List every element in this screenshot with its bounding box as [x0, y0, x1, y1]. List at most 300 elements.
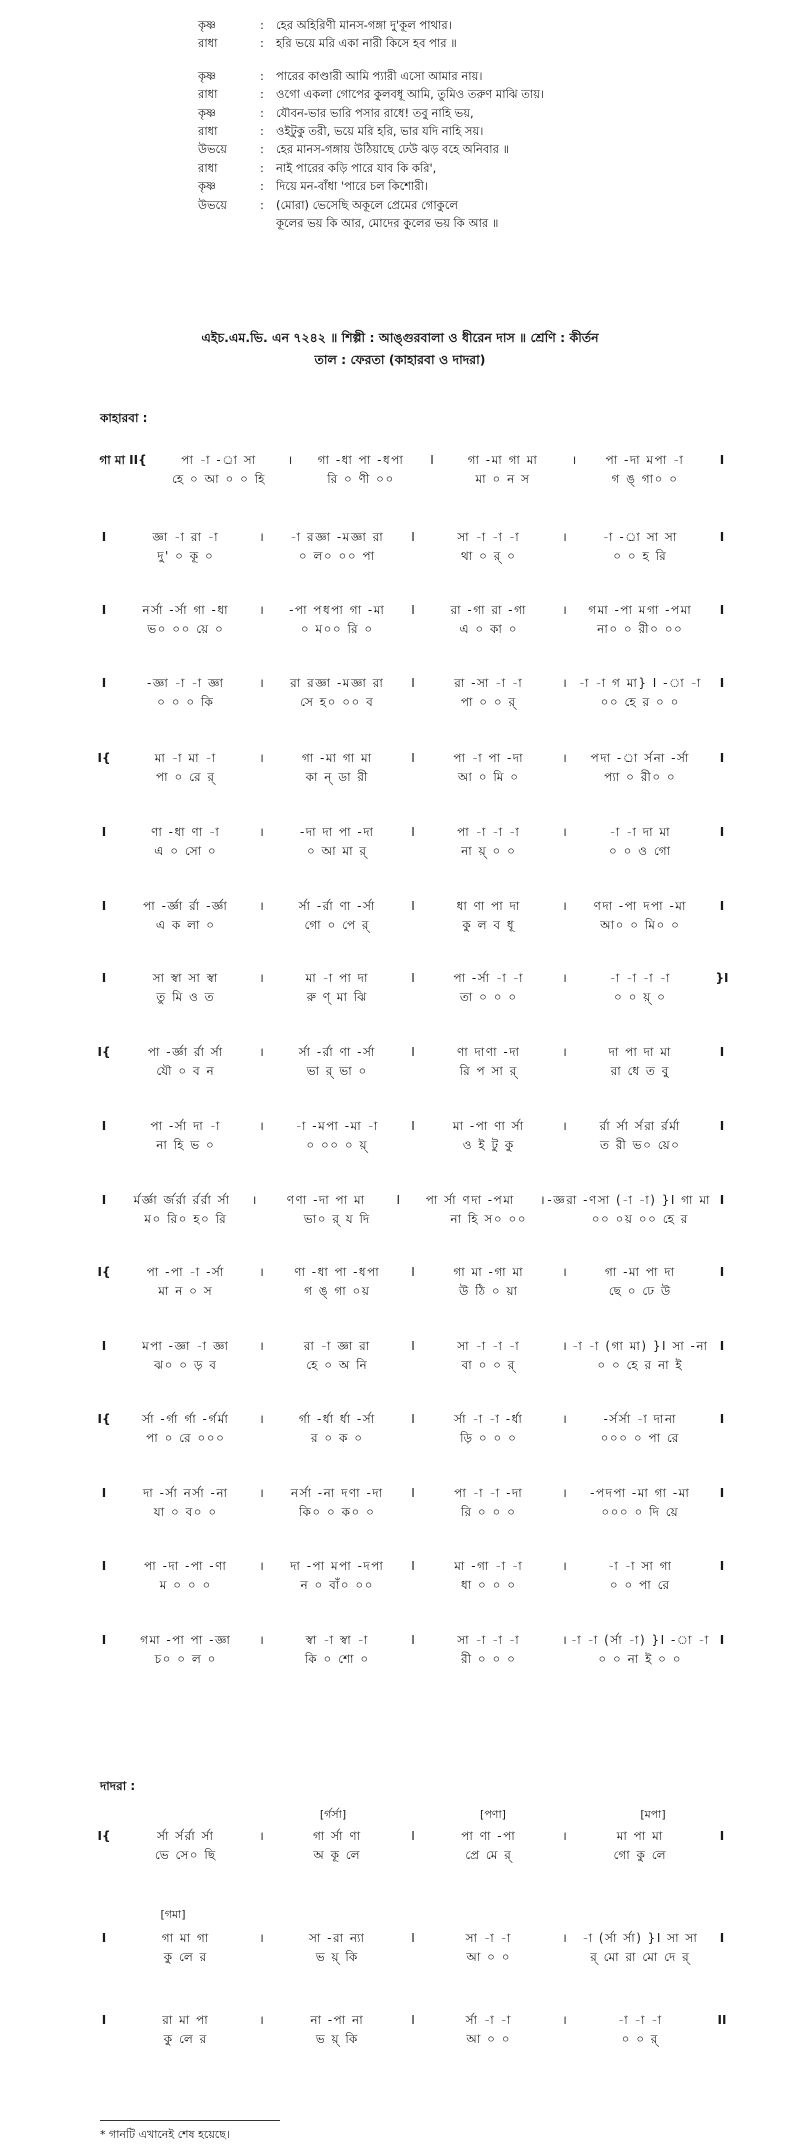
note-cell: ণা দাণা -দা [457, 1045, 521, 1059]
bar-mark: I [101, 1486, 107, 1500]
syllable-cell: তা ০ ০ ০ [459, 990, 518, 1004]
notation-row [93, 1630, 733, 1669]
note-cell: র্সা -া -া -র্ধা [454, 1412, 524, 1426]
bar-end-mark: I [719, 676, 725, 690]
note-cell: -দা দা পা -দা [299, 825, 375, 839]
note-cell: পা -পা -া -র্সা [146, 1265, 225, 1279]
note-cell: পা র্সা ণদা -পমা [425, 1193, 515, 1207]
lyric-line [198, 140, 758, 158]
syllable-cell: ০ ০ র্ [621, 2032, 659, 2046]
note-cell: -া (র্সা র্সা) }I সা সা [582, 1931, 699, 1945]
notation-row [93, 1336, 733, 1375]
lyric-syllable-line [93, 988, 733, 1007]
section-heading-kaharba: কাহারবা : [100, 411, 148, 425]
syllable-cell: যৌ ০ ব ন [156, 1064, 216, 1078]
note-cell: -া -া -া -া [609, 971, 671, 985]
note-cell: -জ্ঞরা -ণসা (-া -া) }I গা মা [547, 1193, 711, 1207]
note-cell: স্বা -া স্বা -া [305, 1633, 369, 1647]
beat-divider: । [562, 1339, 567, 1353]
syllable-cell: ০০০ ০ দি য়ে [601, 1505, 680, 1519]
note-cell: সা -া -া -া [457, 1633, 521, 1647]
bar-end-mark: I [719, 751, 725, 765]
lyric-text: যৌবন-ভার ভারি পসার রাধে! তবু নাহি ভয়, [276, 105, 474, 120]
lyric-syllable-line [93, 2030, 733, 2049]
notation-row [93, 748, 733, 787]
beat-divider: । [259, 751, 264, 765]
beat-divider: । [259, 2013, 264, 2027]
syllable-cell: হে ০ অ নি [306, 1358, 369, 1372]
beat-divider: । [259, 899, 264, 913]
note-cell: দা -র্সা নর্সা -না [142, 1486, 229, 1500]
note-cell: -া -া -া [617, 2013, 663, 2027]
beat-divider: । [562, 1412, 567, 1426]
lyric-syllable-line [93, 1210, 733, 1229]
lyric-text: হরি ভয়ে মরি একা নারী কিসে হব পার ॥ [276, 36, 457, 51]
swaralipi-line [93, 822, 733, 842]
syllable-cell: অ কূ লে [313, 1848, 362, 1862]
note-cell: রা -গা রা -গা [450, 603, 527, 617]
beat-divider: । [562, 1486, 567, 1500]
beat-divider: । [251, 1193, 257, 1207]
swaralipi-line [93, 1042, 733, 1062]
note-cell: গা মা -গা মা [453, 1265, 525, 1279]
notation-row [93, 1116, 733, 1155]
syllable-cell: মা ০ ন স [475, 472, 531, 486]
syllable-cell: না হি স০ ০০ [450, 1212, 528, 1226]
swaralipi-line [93, 1826, 733, 1846]
notation-row [93, 1556, 733, 1595]
note-cell: রা রজ্ঞা -মজ্ঞা রা [290, 676, 385, 690]
syllable-cell: কু ল ব ধূ [462, 918, 516, 932]
beat-divider: । [562, 1119, 567, 1133]
note-cell: র্সা -র্গা র্গা -র্গর্মা [142, 1412, 230, 1426]
bar-mark: I{ [97, 1265, 111, 1279]
note-cell: সা -া -া -া [457, 1339, 521, 1353]
syllable-cell: গো ০ পে র্ [304, 918, 371, 932]
note-cell: নর্সা -না দণা -দা [290, 1486, 384, 1500]
swaralipi-line [93, 1262, 733, 1282]
syllable-cell: না০ ০ রী০ ০০ [597, 622, 684, 636]
swaralipi-line [93, 1409, 733, 1429]
lyric-line [198, 177, 758, 195]
bar-end-mark: I [719, 1931, 725, 1945]
beat-divider: I [411, 1486, 415, 1500]
bar-end-mark: I [719, 1119, 725, 1133]
beat-divider: I [411, 1119, 415, 1133]
note-cell: র্মর্জ্ঞা র্জর্রা র্রর্রা র্সা [133, 1193, 231, 1207]
note-cell: র্সা -া -া [465, 2013, 512, 2027]
bar-mark: I [101, 530, 107, 544]
beat-divider: I [430, 453, 434, 467]
lyric-text: ওগো একলা গোপের কুলবধূ আমি, তুমিও তরুণ মাঝি তায়। [276, 87, 545, 102]
syllable-cell: ছে ০ ঢে উ [608, 1284, 672, 1298]
syllable-cell: ০ ০০ ০ য়্ [306, 1138, 369, 1152]
lyric-line [198, 34, 758, 52]
bar-mark: I{ [97, 751, 111, 765]
note-cell: -র্সর্সা -া দানা [603, 1412, 678, 1426]
beat-divider: । [571, 453, 577, 467]
beat-divider: I [411, 971, 415, 985]
beat-divider: । [259, 1119, 264, 1133]
separator: : [260, 18, 264, 32]
beat-divider: I [411, 1412, 415, 1426]
variant-note [93, 1806, 253, 1822]
beat-divider: । [259, 1339, 264, 1353]
lyric-syllable-line [93, 1650, 733, 1669]
syllable-cell: ত রী ভ০ য়ে০ [600, 1138, 681, 1152]
note-cell: -া -া (গা মা) }I সা -না [571, 1339, 709, 1353]
syllable-cell: থা ০ র্ ০ [461, 549, 517, 563]
syllable-cell: পা ০ রে র্ [156, 770, 216, 784]
syllable-cell: পা ০ ০ র্ [460, 695, 517, 709]
syllable-cell: ০ ০ য়্ ০ [614, 990, 667, 1004]
syllable-cell: রী ০ ০ ০ [461, 1652, 517, 1666]
note-cell: র্রা র্সা র্সরা র্রর্মা [599, 1119, 681, 1133]
syllable-cell: ড়ি ০ ০ ০ [460, 1431, 518, 1445]
speaker-name: রাধা [198, 160, 218, 175]
note-cell: গা -ধা পা -ধপা [317, 453, 405, 467]
syllable-cell: এ ক লা ০ [155, 918, 216, 932]
beat-divider: । [259, 1559, 264, 1573]
note-cell: নর্সা -র্সা গা -ধা [142, 603, 230, 617]
syllable-cell: ন ০ বাঁ০ ০০ [300, 1578, 374, 1592]
note-cell: গা র্সা ণা [312, 1829, 362, 1843]
bar-end-mark: I [719, 1412, 725, 1426]
note-cell: -া -া (র্সা -া) }I -া -া [570, 1633, 710, 1647]
swaralipi-line [93, 1556, 733, 1576]
variant-brackets [93, 1906, 733, 1922]
bar-mark: I [101, 1339, 107, 1353]
note-cell: ণদা -পা দপা -মা [593, 899, 687, 913]
beat-divider: । [562, 603, 567, 617]
syllable-cell: র ০ ক ০ [310, 1431, 364, 1445]
bar-mark: I [101, 971, 107, 985]
variant-note [573, 1906, 733, 1922]
swaralipi-line [93, 2010, 733, 2030]
syllable-cell: না হি ভ ০ [156, 1138, 216, 1152]
syllable-cell: কু লে র [163, 1950, 208, 1964]
notation-row [93, 1826, 733, 1865]
swaralipi-line [93, 1190, 733, 1210]
bar-end-mark: I [719, 1265, 725, 1279]
beat-divider: I [411, 1633, 415, 1647]
syllable-cell: গো কু লে [613, 1848, 668, 1862]
note-cell: -া -া দা মা [609, 825, 672, 839]
bar-end-mark: I [719, 1829, 725, 1843]
lyric-line [198, 67, 758, 85]
syllable-cell: কি ০ শো ০ [304, 1652, 370, 1666]
beat-divider: । [562, 1045, 567, 1059]
note-cell: পা -া পা -দা [453, 751, 525, 765]
syllable-cell: সে হ০ ০০ ব [300, 695, 375, 709]
speaker-name: কৃষ্ণ [198, 105, 217, 120]
note-cell: পা -দা -পা -ণা [144, 1559, 228, 1573]
syllable-cell: কি০ ০ ক০ ০ [299, 1505, 376, 1519]
lyric-syllable-line [93, 1948, 733, 1967]
notation-row [93, 896, 733, 935]
bar-end-mark: I [719, 1486, 725, 1500]
note-cell: -জ্ঞা -া -া জ্ঞা [147, 676, 225, 690]
beat-divider: I [411, 603, 415, 617]
beat-divider: I [411, 751, 415, 765]
tala-info: তাল : ফেরতা (কাহারবা ও দাদরা) [314, 352, 486, 367]
beat-divider: । [259, 676, 264, 690]
syllable-cell: ভ য়্ কি [315, 1950, 359, 1964]
note-cell: রা মা পা [162, 2013, 210, 2027]
note-cell: -া -া গ মা} I -া -া [578, 676, 702, 690]
bar-mark: I [101, 1119, 107, 1133]
syllable-cell: ০ ল০ ০০ পা [298, 549, 376, 563]
separator: : [260, 68, 264, 83]
variant-note: [পণা] [480, 1808, 506, 1821]
note-cell: পা -র্জ্ঞা র্রা র্সা [147, 1045, 224, 1059]
beat-divider: I [411, 825, 415, 839]
syllable-cell: চ০ ০ ল ০ [154, 1652, 217, 1666]
note-cell: পা ণা -পা [461, 1829, 517, 1843]
separator: : [260, 123, 264, 138]
bar-end-mark: I [719, 899, 725, 913]
swaralipi-line [93, 1336, 733, 1356]
syllable-cell: র্ মো রা মো দে র্ [590, 1950, 691, 1964]
separator [260, 214, 276, 232]
syllable-cell: ভা র্ ভা ০ [306, 1064, 368, 1078]
variant-note: [র্গর্সা] [319, 1808, 347, 1821]
separator: : [260, 87, 264, 102]
lyric-text: পারের কাণ্ডারী আমি প্যারী এসো আমার নায়। [276, 68, 483, 83]
syllable-cell: যা ০ ব০ ০ [153, 1505, 218, 1519]
section-heading-dadra: দাদরা : [100, 1779, 136, 1793]
note-cell: -া -মপা -মা -া [295, 1119, 379, 1133]
note-cell: পা -দা মপা -া [605, 453, 685, 467]
syllable-cell: কু লে র [163, 2032, 208, 2046]
note-cell: মা -া মা -া [154, 751, 217, 765]
note-cell: পা -া -র্া সা [181, 453, 257, 467]
note-cell: পা -া -া -দা [454, 1486, 524, 1500]
syllable-cell: ০০০ ০ পা রে [600, 1431, 680, 1445]
note-cell: -া রজ্ঞা -মজ্ঞা রা [290, 530, 385, 544]
separator: : [260, 179, 264, 194]
syllable-cell: ভে সে০ ছি [154, 1848, 217, 1862]
bar-mark: I{ [97, 1412, 111, 1426]
note-cell: সা -া -া [465, 1931, 512, 1945]
beat-divider: । [259, 1045, 264, 1059]
separator: : [260, 36, 264, 51]
lyric-text: হের মানস-গঙ্গায় উঠিয়াছে ঢেউ ঝড় বহে অনিবার ॥ [276, 142, 510, 157]
bar-mark: I{ [97, 1045, 111, 1059]
beat-divider: I [411, 1931, 415, 1945]
note-cell: গা -মা পা দা [604, 1265, 676, 1279]
syllable-cell: রি প সা র্ [459, 1064, 518, 1078]
note-cell: র্সা -র্রা ণা -র্সা [298, 1045, 376, 1059]
beat-divider: I [411, 1829, 415, 1843]
speaker-name: কৃষ্ণ [198, 179, 217, 194]
beat-divider: । [259, 1265, 264, 1279]
separator: : [260, 197, 264, 212]
footnote-divider [100, 2120, 280, 2121]
lyric-text: হের অহিরিণী মানস-গঙ্গা দু'কূল পাথার। [276, 18, 452, 32]
bar-mark: গা মা II{ [99, 453, 147, 467]
lyric-syllable-line [93, 1503, 733, 1522]
note-cell: মা -া পা দা [305, 971, 369, 985]
beat-divider: I [411, 2013, 415, 2027]
bar-end-mark: I [719, 530, 725, 544]
syllable-cell: প্রে মে র্ [465, 1848, 513, 1862]
note-cell: সা -রা ন্যা [308, 1931, 366, 1945]
swaralipi-line [93, 1630, 733, 1650]
syllable-cell: আ ০ ০ [466, 1950, 512, 1964]
lyric-line [198, 104, 758, 122]
variant-note: [মপা] [640, 1808, 666, 1821]
syllable-cell: ০০ হে র ০ ০ [600, 695, 680, 709]
swaralipi-line [93, 1116, 733, 1136]
lyric-text: দিয়ে মন-বাঁধা 'পারে চল কিশোরী। [276, 179, 429, 194]
speaker-name: উভয়ে [198, 142, 227, 157]
note-cell: র্সা -র্রা ণা -র্সা [298, 899, 376, 913]
beat-divider: । [259, 1486, 264, 1500]
note-cell: পা -র্সা দা -া [150, 1119, 221, 1133]
bar-end-mark: I [719, 1193, 725, 1207]
bar-mark: I [101, 676, 107, 690]
lyric-syllable-line [93, 547, 733, 566]
bar-mark: I [101, 1193, 107, 1207]
footnote: * গানটি এখানেই শেষ হয়েছে। [100, 2128, 230, 2141]
beat-divider: । [562, 2013, 567, 2027]
beat-divider: । [562, 530, 567, 544]
bar-mark: I [101, 1559, 107, 1573]
beat-divider: । [287, 453, 293, 467]
bar-end-mark: I [719, 1339, 725, 1353]
syllable-cell: আ০ ০ মি০ ০ [600, 918, 681, 932]
syllable-cell: ০ আ মা র্ [307, 844, 368, 858]
bar-end-mark: I [719, 1633, 725, 1647]
note-cell: গা -মা গা মা [301, 751, 373, 765]
syllable-cell: কা ন্ ডা রী [305, 770, 369, 784]
beat-divider: I [411, 1265, 415, 1279]
syllable-cell: দু' ০ কূ ০ [157, 549, 215, 563]
syllable-cell: ধা ০ ০ ০ [460, 1578, 517, 1592]
note-cell: দা পা দা মা [608, 1045, 672, 1059]
note-cell: -া -র্া সা সা [602, 530, 678, 544]
beat-divider: । [259, 1633, 264, 1647]
syllable-cell: এ ০ কা ০ [459, 622, 519, 636]
swaralipi-line [93, 1483, 733, 1503]
syllable-cell: এ ০ সো ০ [154, 844, 218, 858]
note-cell: -পা পধপা গা -মা [289, 603, 386, 617]
syllable-cell: উ ঠি ০ য়া [459, 1284, 519, 1298]
variant-brackets [93, 1806, 733, 1822]
beat-divider: । [562, 971, 567, 985]
lyrics-block [198, 16, 758, 232]
beat-divider: । [259, 1412, 264, 1426]
note-cell: -পদপা -মা গা -মা [590, 1486, 691, 1500]
syllable-cell: ভা০ র্ য দি [303, 1212, 371, 1226]
note-cell: পদা -র্া র্সনা -র্সা [590, 751, 690, 765]
note-cell: সা স্বা সা স্বা [152, 971, 219, 985]
speaker-name: রাধা [198, 36, 218, 51]
swaralipi-line [93, 968, 733, 988]
note-cell: রা -সা -া -া [454, 676, 524, 690]
note-cell: মা -পা ণা র্সা [452, 1119, 525, 1133]
lyric-line [198, 214, 758, 232]
beat-divider: I [411, 676, 415, 690]
lyric-syllable-line [93, 620, 733, 639]
syllable-cell: গ ঙ্ গা০ ০ [611, 472, 679, 486]
speaker-name: রাধা [198, 123, 218, 138]
notation-row [93, 2010, 733, 2049]
syllable-cell: ০ ম০০ রি ০ [300, 622, 374, 636]
lyric-syllable-line [93, 1282, 733, 1301]
syllable-cell: না য়্ ০ ০ [461, 844, 517, 858]
bar-mark: I [101, 1633, 107, 1647]
swaralipi-line [93, 748, 733, 768]
beat-divider: I [411, 1339, 415, 1353]
lyric-text: নাই পারের কড়ি পারে যাব কি করি', [276, 160, 437, 175]
notation-row [93, 1042, 733, 1081]
syllable-cell: গ ঙ্ গা ০য় [304, 1284, 371, 1298]
syllable-cell: ঝ০ ০ ড় ব [154, 1358, 218, 1372]
syllable-cell: ০ ০ ০ কি [157, 695, 215, 709]
speaker-name: রাধা [198, 87, 218, 102]
bar-end-mark: I [719, 1045, 725, 1059]
note-cell: মপা -জ্ঞা -া জ্ঞা [142, 1339, 230, 1353]
bar-mark: I [101, 1931, 107, 1945]
swaralipi-line [93, 600, 733, 620]
syllable-cell: ০ ০ হ রি [613, 549, 668, 563]
separator: : [260, 160, 264, 175]
beat-divider: । [540, 1193, 545, 1207]
syllable-cell: ভ০ ০০ য়ে ০ [147, 622, 225, 636]
syllable-cell: ০ ০ না ই ০ ০ [598, 1652, 683, 1666]
note-cell: পা -া -া -া [457, 825, 521, 839]
note-cell: ণা -ধা ণা -া [151, 825, 221, 839]
record-info: এইচ.এম.ভি. এন ৭২৪২ ॥ শিল্পী : আঙ্গুরবালা ও ধীরেন দাস ॥ শ্রেণি : কীর্তন [201, 330, 599, 345]
lyric-line [198, 196, 758, 214]
beat-divider: । [562, 1265, 567, 1279]
beat-divider: । [562, 751, 567, 765]
bar-end-mark: II [717, 2013, 727, 2027]
note-cell: সা -া -া -া [457, 530, 521, 544]
notation-row [93, 1928, 733, 1967]
lyric-line [198, 159, 758, 177]
note-cell: র্গা -র্ধা র্ধা -র্সা [298, 1412, 376, 1426]
speaker-name: উভয়ে [198, 197, 227, 212]
beat-divider: । [259, 603, 264, 617]
note-cell: ণা -ধা পা -ধপা [294, 1265, 381, 1279]
note-cell: পা -র্সা -া -া [453, 971, 525, 985]
lyric-syllable-line [93, 842, 733, 861]
swaralipi-line [93, 1928, 733, 1948]
beat-divider: । [562, 1559, 567, 1573]
swaralipi-line [93, 673, 733, 693]
lyric-syllable-line [93, 1136, 733, 1155]
note-cell: গা মা গা [161, 1931, 210, 1945]
note-cell: জ্ঞা -া রা -া [152, 530, 220, 544]
beat-divider: । [562, 676, 567, 690]
speaker-name: কৃষ্ণ [198, 68, 217, 83]
syllable-cell: ম ০ ০ ০ [159, 1578, 212, 1592]
syllable-cell: ০ ০ পা রে [609, 1578, 671, 1592]
note-cell: গমা -পা পা -জ্ঞা [140, 1633, 232, 1647]
beat-divider: I [396, 1193, 401, 1207]
syllable-cell: ০ ০ ও গো [608, 844, 672, 858]
speaker-name: কৃষ্ণ [198, 18, 217, 32]
notation-row [93, 673, 733, 712]
note-cell: ণণা -দা পা মা [286, 1193, 366, 1207]
separator: : [260, 105, 264, 120]
variant-note: [গমা] [160, 1908, 186, 1921]
syllable-cell: রু ণ্ মা ঝি [306, 990, 368, 1004]
note-cell: গা -মা গা মা [467, 453, 539, 467]
